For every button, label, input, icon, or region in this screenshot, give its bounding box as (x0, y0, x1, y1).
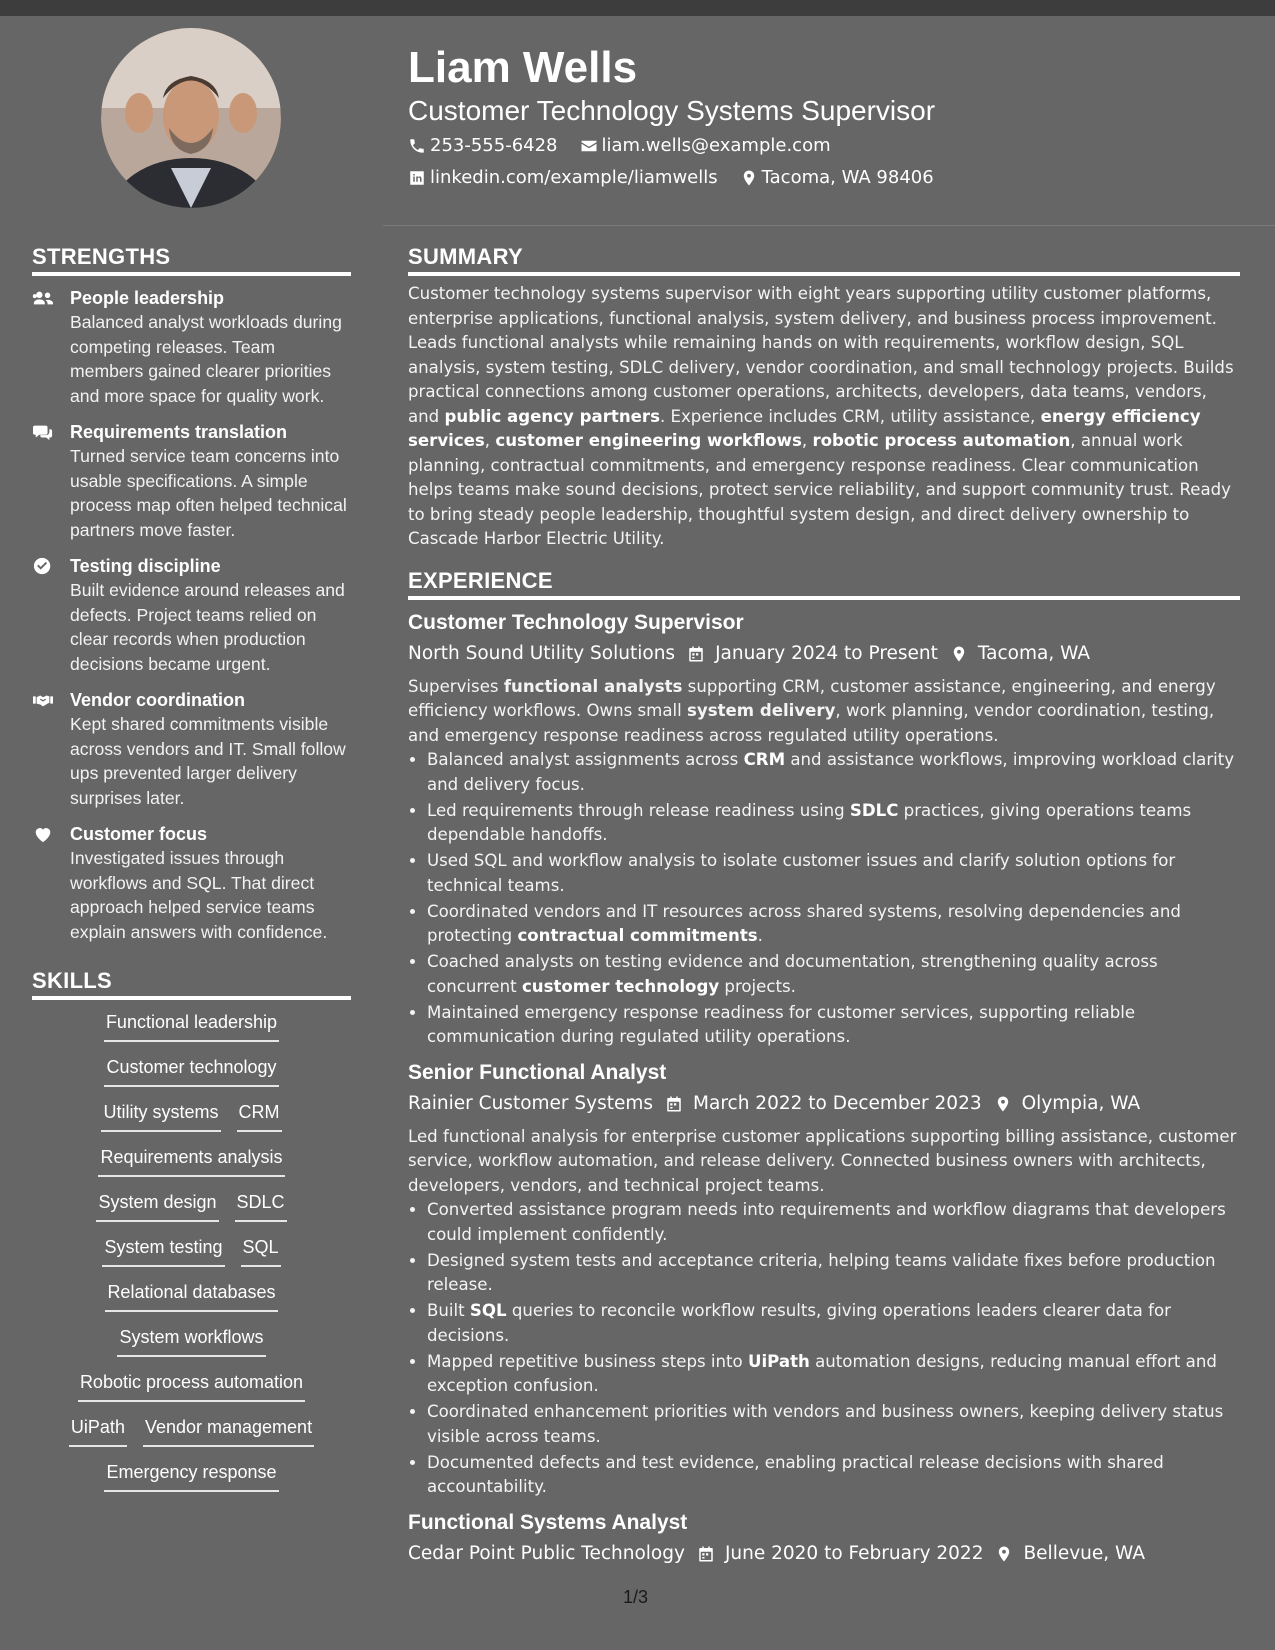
skill-tag: System testing (102, 1235, 224, 1267)
phone-contact[interactable] (408, 134, 558, 158)
skill-row (32, 1460, 351, 1505)
text-run: projects. (719, 976, 796, 996)
strength-name: Customer focus (70, 824, 208, 844)
bold-text: system delivery (687, 701, 836, 720)
text-run: , (801, 431, 813, 450)
envelope-icon (580, 137, 598, 155)
job-company: North Sound Utility Solutions (408, 642, 676, 664)
skill-tag: Utility systems (101, 1100, 220, 1132)
text-run: Used SQL and workflow analysis to isolate customer issues and clarify solution options for technical teams. (427, 851, 1176, 895)
job-bullet (427, 1350, 1240, 1399)
job-bullet (427, 950, 1240, 999)
skill-row (32, 1325, 351, 1370)
job-bullet (427, 1001, 1240, 1050)
check-circle-icon (32, 554, 70, 676)
job-bullet (427, 1198, 1240, 1247)
job-bullet (427, 748, 1240, 797)
text-run: and assistance workflows, improving workload clarity and delivery focus. (427, 750, 1235, 794)
strength-body (70, 822, 351, 944)
calendar-icon (665, 1094, 683, 1114)
text-run: Led functional analysis for enterprise customer applications supporting billing assistance, customer service, workflow automation, and release delivery. Connected business owners with architects, developers, vendors, and technical project teams. (408, 1126, 1237, 1195)
text-run: practices, giving operations teams dependable handoffs. (427, 800, 1192, 844)
skill-row (32, 1415, 351, 1460)
comments-icon (32, 420, 70, 542)
job-entry (408, 608, 1240, 1050)
strengths-heading: STRENGTHS (32, 242, 351, 276)
text-run: Balanced analyst assignments across (427, 750, 744, 769)
text-run: . Experience includes CRM, utility assistance, (659, 406, 1041, 426)
skill-row (32, 1055, 351, 1100)
strength-item (32, 822, 351, 944)
text-run: Built (427, 1301, 470, 1320)
users-icon (32, 286, 70, 408)
strength-body (70, 688, 351, 810)
bold-text: UiPath (748, 1351, 810, 1371)
job-meta (408, 1539, 1240, 1569)
job-bullet (427, 1451, 1240, 1500)
text-run: Coached analysts on testing evidence and documentation, strengthening quality across concurrent (427, 952, 1158, 996)
resume-page (0, 16, 1275, 1650)
strength-item (32, 688, 351, 810)
job-location: Tacoma, WA (977, 642, 1091, 664)
job-company: Cedar Point Public Technology (408, 1542, 685, 1564)
calendar-icon (687, 644, 705, 664)
strength-item (32, 420, 351, 542)
job-bullet (427, 1299, 1240, 1348)
strength-name: Requirements translation (70, 422, 288, 442)
skill-tag: SQL (241, 1235, 281, 1267)
skills-heading: SKILLS (32, 966, 351, 1000)
text-run: Maintained emergency response readiness for customer services, supporting reliable communication during regulated utility operations. (427, 1002, 1136, 1046)
job-location: Bellevue, WA (1023, 1542, 1145, 1564)
text-run: . (757, 926, 763, 945)
job-bullet (427, 849, 1240, 898)
summary-text (408, 282, 1240, 552)
phone-text: 253-555-6428 (430, 135, 558, 156)
skill-tag: Relational databases (105, 1280, 277, 1312)
text-run: Led requirements through release readiness using (427, 800, 850, 820)
experience-heading: EXPERIENCE (408, 566, 1240, 600)
strength-description: Kept shared commitments visible across vendors and IT. Small follow ups prevented larger delivery surprises later. (70, 714, 346, 808)
strength-body (70, 554, 351, 676)
email-contact[interactable] (580, 134, 831, 158)
job-bullet (427, 799, 1240, 848)
job-meta (408, 1089, 1240, 1119)
email-text: liam.wells@example.com (601, 135, 831, 156)
skill-tag: System workflows (117, 1325, 265, 1357)
job-entry (408, 1058, 1240, 1500)
location-text: Tacoma, WA 98406 (761, 167, 934, 188)
strength-item (32, 554, 351, 676)
text-run: queries to reconcile workflow results, giving operations leaders clearer data for decisions. (427, 1301, 1171, 1345)
skill-tag: UiPath (69, 1415, 127, 1447)
skill-row (32, 1280, 351, 1325)
skill-tag: Requirements analysis (98, 1145, 284, 1177)
handshake-icon (32, 688, 70, 810)
text-run: Coordinated enhancement priorities with vendors and business owners, keeping delivery status visible across teams. (427, 1402, 1224, 1446)
skill-row (32, 1370, 351, 1415)
skill-row (32, 1010, 351, 1055)
job-bullets (408, 748, 1240, 1050)
skill-tag: Robotic process automation (78, 1370, 305, 1402)
text-run: Customer technology systems supervisor with eight years supporting utility customer platforms, enterprise applications, functional analysis, system delivery, and business process improvement. Leads functional analysts while remaining hands on with requirements, workflow design, SQL analysis, system testing, SDLC delivery, vendor coordination, and small technology projects. Builds practical connections among customer operations, architects, developers, data teams, vendors, and (408, 284, 1234, 426)
page-number: 1/3 (623, 1587, 649, 1607)
bold-text: CRM (743, 750, 786, 769)
text-run: , work planning, vendor coordination, testing, and emergency response readiness across regulated utility operations. (408, 701, 1215, 745)
skill-row (32, 1100, 351, 1145)
job-dates: March 2022 to December 2023 (693, 1092, 982, 1114)
map-pin-icon (950, 644, 968, 664)
job-company: Rainier Customer Systems (408, 1092, 654, 1114)
job-title: Functional Systems Analyst (408, 1510, 688, 1534)
job-description (408, 675, 1240, 749)
job-title: Senior Functional Analyst (408, 1060, 667, 1084)
job-dates: January 2024 to Present (715, 642, 938, 664)
job-description (408, 1125, 1240, 1199)
map-pin-icon (740, 169, 758, 187)
strengths-list (32, 286, 351, 944)
skill-tag: Emergency response (104, 1460, 278, 1492)
job-meta (408, 639, 1240, 669)
skill-tag: System design (96, 1190, 218, 1222)
job-bullet (427, 900, 1240, 949)
text-run: Documented defects and test evidence, enabling practical release decisions with shared accountability. (427, 1452, 1164, 1496)
strength-description: Investigated issues through workflows and SQL. That direct approach helped service teams explain answers with confidence. (70, 848, 328, 942)
text-run: automation designs, reducing manual effort and exception confusion. (427, 1351, 1217, 1395)
contact-row-2 (408, 166, 956, 190)
text-run: Supervises (408, 676, 504, 696)
text-run: Mapped repetitive business steps into (427, 1351, 748, 1371)
job-dates: June 2020 to February 2022 (724, 1542, 984, 1564)
skill-tag: SDLC (235, 1190, 287, 1222)
job-entry (408, 1508, 1240, 1569)
bold-text: public agency partners (444, 406, 660, 426)
candidate-name: Liam Wells (408, 43, 638, 92)
linkedin-icon (408, 169, 426, 187)
strength-body (70, 286, 351, 408)
bold-text: energy efficiency services (408, 406, 1201, 450)
bold-text: SQL (469, 1301, 507, 1320)
skill-row (32, 1145, 351, 1190)
candidate-title: Customer Technology Systems Supervisor (408, 95, 936, 126)
text-run: supporting CRM, customer assistance, engineering, and energy efficiency workflows. Owns small (408, 676, 1216, 720)
strength-name: People leadership (70, 288, 225, 308)
strength-name: Vendor coordination (70, 690, 246, 710)
skill-tag: Vendor management (143, 1415, 314, 1447)
profile-photo (101, 28, 281, 208)
contact-row-1 (408, 134, 853, 158)
strength-description: Turned service team concerns into usable specifications. A simple process map often helped technical partners move faster. (70, 446, 347, 540)
strength-item (32, 286, 351, 408)
bold-text: SDLC (849, 800, 899, 820)
strength-description: Built evidence around releases and defects. Project teams relied on clear records when production decisions became urgent. (70, 580, 345, 674)
calendar-icon (697, 1544, 715, 1564)
linkedin-contact[interactable] (408, 166, 718, 190)
right-column (408, 242, 1240, 1569)
job-title: Customer Technology Supervisor (408, 610, 744, 634)
text-run: Coordinated vendors and IT resources across shared systems, resolving dependencies and protecting (427, 901, 1181, 945)
text-run: , (484, 431, 496, 450)
map-pin-icon (995, 1544, 1013, 1564)
experience-list (408, 608, 1240, 1569)
header-divider (383, 225, 1275, 226)
skill-tag: CRM (237, 1100, 282, 1132)
text-run: , annual work planning, contractual commitments, and emergency response readiness. Clear communication helps teams make sound decisions, protect service reliability, and support community trust. Ready to bring steady people leadership, thoughtful system design, and direct delivery ownership to Cascade Harbor Electric Utility. (408, 431, 1231, 548)
heart-icon (32, 822, 70, 944)
bold-text: customer technology (521, 976, 720, 996)
skills-list (32, 1010, 351, 1505)
job-location: Olympia, WA (1021, 1092, 1141, 1114)
text-run: Designed system tests and acceptance criteria, helping teams validate fixes before production release. (427, 1250, 1216, 1294)
text-run: Converted assistance program needs into requirements and workflow diagrams that developers could implement confidently. (427, 1200, 1226, 1244)
skill-row (32, 1235, 351, 1280)
summary-heading: SUMMARY (408, 242, 1240, 276)
bold-text: functional analysts (503, 676, 683, 696)
bold-text: contractual commitments (517, 926, 758, 945)
job-bullet (427, 1249, 1240, 1298)
skill-tag: Customer technology (104, 1055, 278, 1087)
strength-name: Testing discipline (70, 556, 221, 576)
skill-tag: Functional leadership (104, 1010, 279, 1042)
bold-text: robotic process automation (812, 431, 1071, 450)
left-column (32, 242, 351, 1505)
linkedin-text: linkedin.com/example/liamwells (430, 167, 718, 188)
map-pin-icon (994, 1094, 1012, 1114)
skill-row (32, 1190, 351, 1235)
job-bullets (408, 1198, 1240, 1500)
location-contact (740, 166, 934, 190)
strength-description: Balanced analyst workloads during competing releases. Team members gained clearer priorities and more space for quality work. (70, 312, 342, 406)
phone-icon (408, 137, 426, 155)
job-bullet (427, 1400, 1240, 1449)
strength-body (70, 420, 351, 542)
bold-text: customer engineering workflows (495, 431, 802, 450)
